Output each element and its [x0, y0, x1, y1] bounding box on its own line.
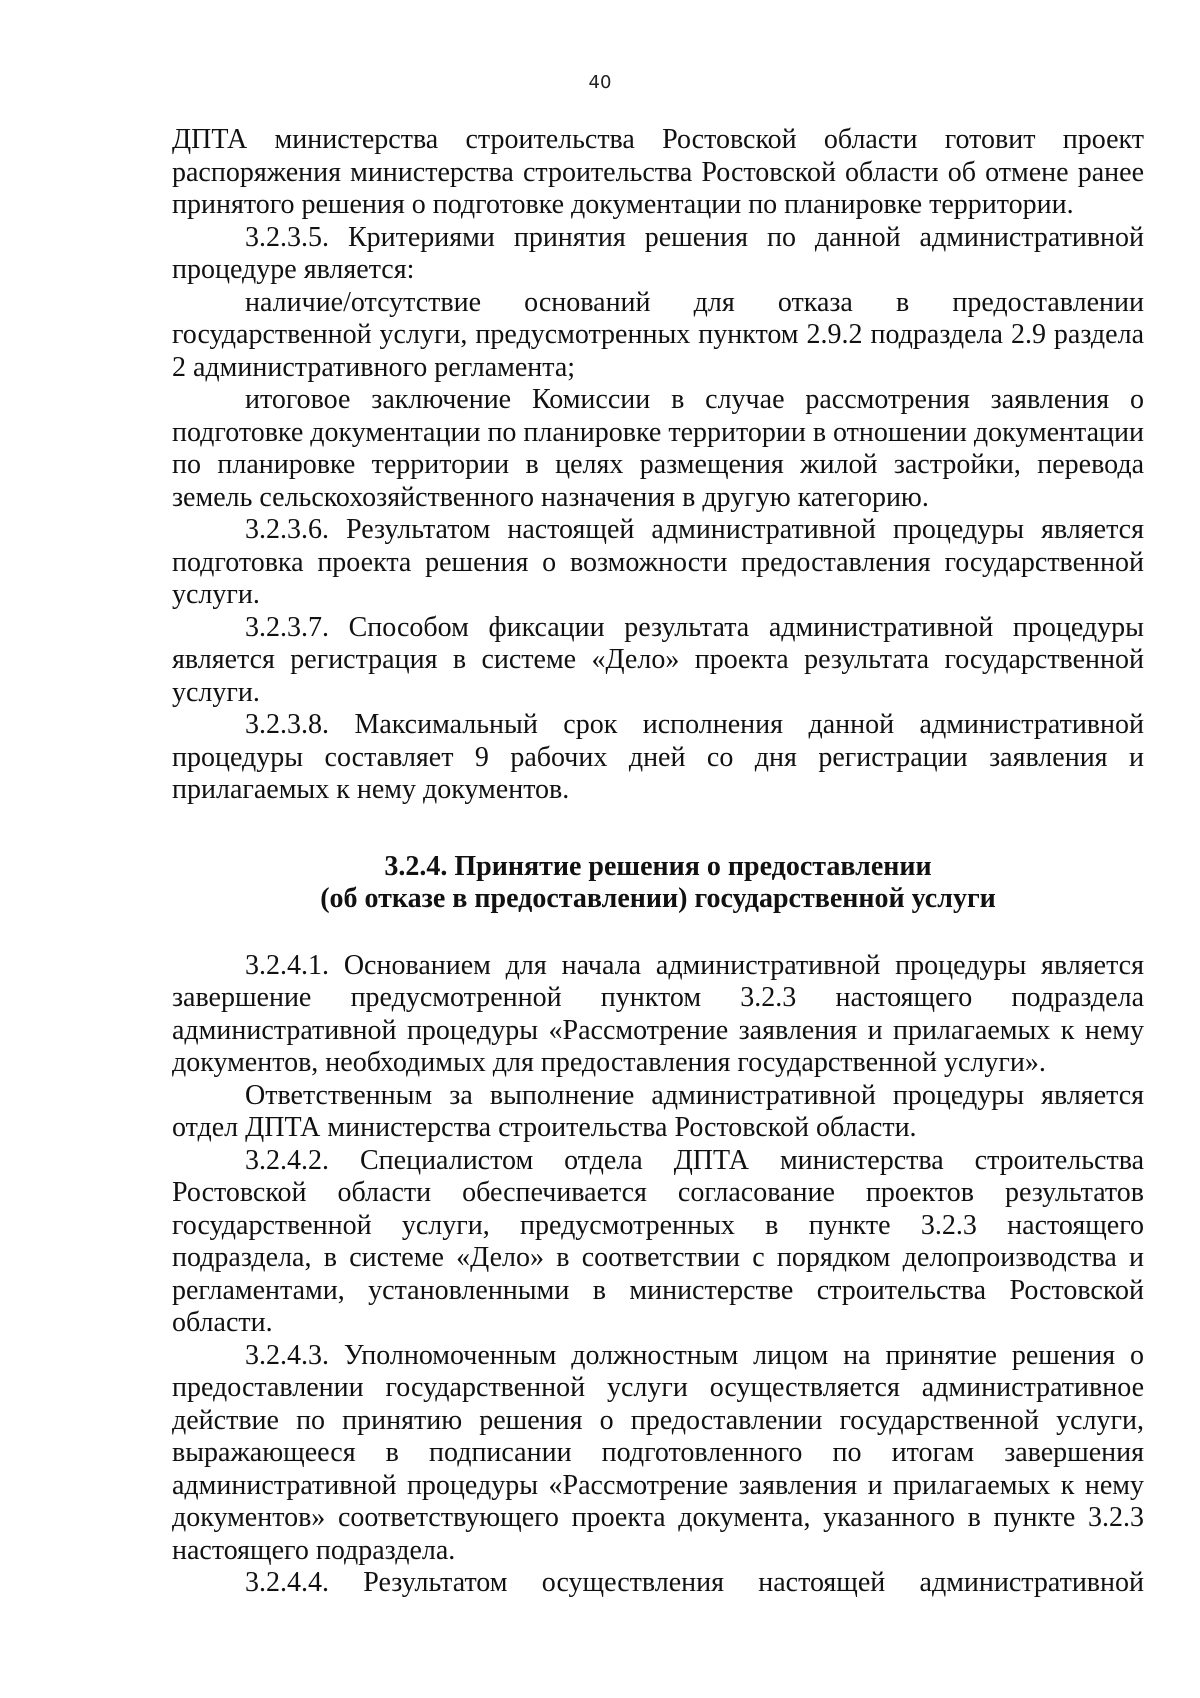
paragraph: Ответственным за выполнение административной процедуры является отдел ДПТА министерства строительства Ростовской области. [172, 1079, 1144, 1143]
paragraph: 3.2.3.6. Результатом настоящей административной процедуры является подготовка проекта решения о возможности предоставления государственной услуги. [172, 514, 1144, 610]
paragraphs-before [172, 124, 1144, 807]
page-number: 40 [588, 72, 612, 93]
paragraph: 3.2.3.8. Максимальный срок исполнения данной административной процедуры составляет 9 рабочих дней со дня регистрации заявления и прилагаемых к нему документов. [172, 709, 1144, 805]
paragraph: 3.2.4.4. Результатом осуществления настоящей административной [245, 1567, 1144, 1598]
paragraph: 3.2.3.5. Критериями принятия решения по данной административной процедуре является: [172, 221, 1144, 285]
paragraph: ДПТА министерства строительства Ростовской области готовит проект распоряжения министерства строительства Ростовской области об отмене ранее принятого решения о подготовке документации по планировке территории. [172, 124, 1144, 220]
paragraph: итоговое заключение Комиссии в случае рассмотрения заявления о подготовке документации по планировке территории в отношении документации по планировке территории в целях размещения жилой застройки, перевода земель сельскохозяйственного назначения в другую категорию. [172, 384, 1145, 513]
paragraphs-after [172, 950, 1144, 1600]
document-body [172, 124, 1144, 1600]
paragraph: 3.2.3.7. Способом фиксации результата административной процедуры является регистрация в системе «Дело» проекта результата государственной услуги. [172, 611, 1144, 708]
paragraph: наличие/отсутствие оснований для отказа в предоставлении государственной услуги, предусмотренных пунктом 2.9.2 подраздела 2.9 раздела 2 административного регламента; [172, 286, 1144, 383]
paragraph: 3.2.4.2. Специалистом отдела ДПТА министерства строительства Ростовской области обеспечивается согласование проектов результатов государственной услуги, предусмотренных в пункте 3.2.3 настоящего подраздела, в системе «Дело» в соответствии с порядком делопроизводства и регламентами, установленными в министерстве строительства Ростовской области. [172, 1144, 1144, 1338]
section-heading-line: (об отказе в предоставлении) государственной услуги [320, 883, 996, 914]
section-heading-line: 3.2.4. Принятие решения о предоставлении [384, 850, 932, 882]
paragraph: 3.2.4.3. Уполномоченным должностным лицом на принятие решения о предоставлении государственной услуги осуществляется административное действие по принятию решения о предоставлении государственной услуги, выражающееся в подписании подготовленного по итогам завершения административной процедуры «Рассмотрение заявления и прилагаемых к нему документов» соответствующего проекта документа, указанного в пункте 3.2.3 настоящего подраздела. [172, 1339, 1144, 1566]
section-heading [172, 851, 1144, 916]
paragraph: 3.2.4.1. Основанием для начала административной процедуры является завершение предусмотренной пунктом 3.2.3 настоящего подраздела административной процедуры «Рассмотрение заявления и прилагаемых к нему документов, необходимых для предоставления государственной услуги». [172, 949, 1144, 1078]
